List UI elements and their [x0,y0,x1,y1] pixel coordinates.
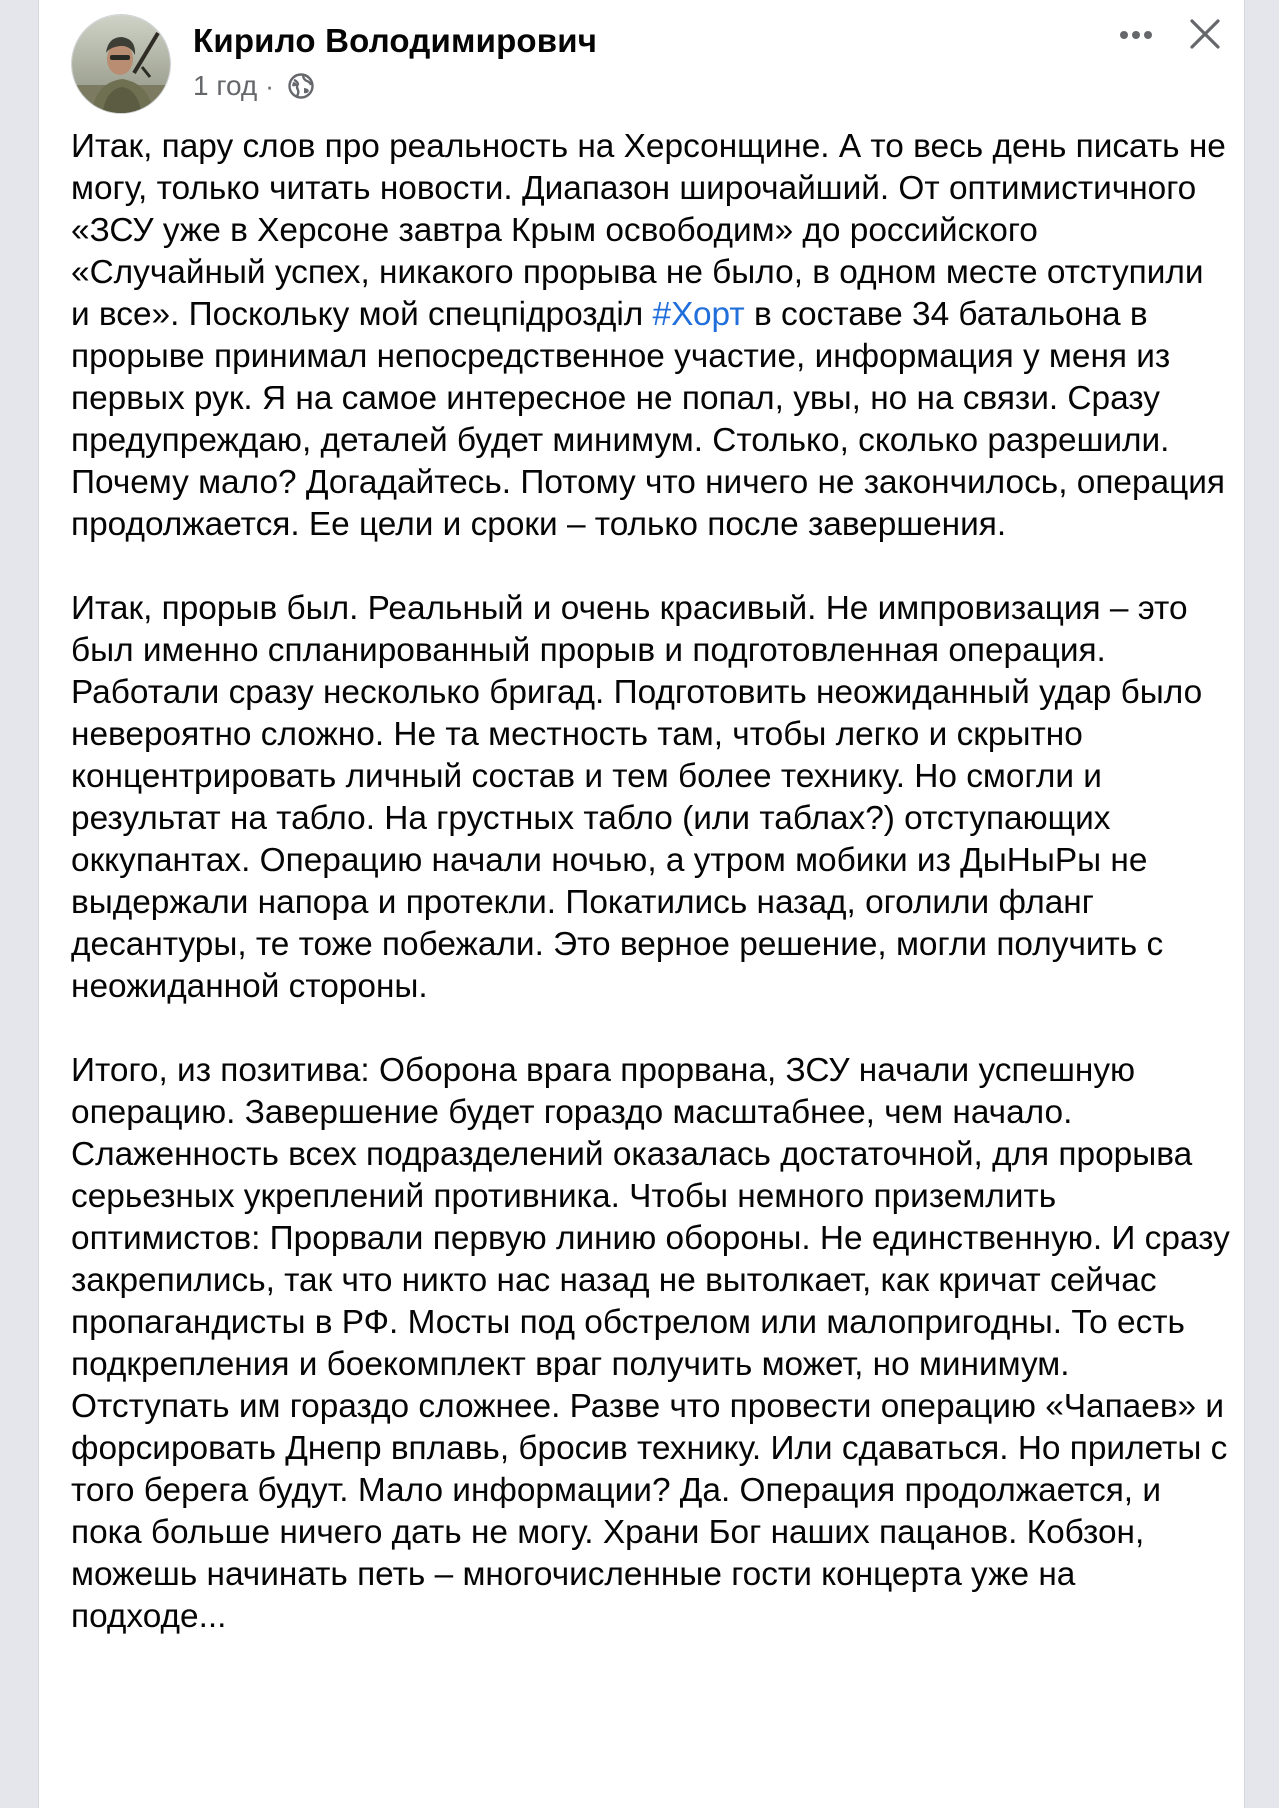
more-horizontal-icon [1119,27,1153,45]
paragraph-1 [71,126,1231,546]
paragraph-3: Итого, из позитива: Оборона врага прорвана, ЗСУ начали успешную операцию. Завершение будет гораздо масштабнее, чем начало. Слаженность всех подразделений оказалась достаточной, для прорыва серьезных укреплений противника. Чтобы немного приземлить оптимистов: Прорвали первую линию обороны. Не единственную. И сразу закрепились, так что никто нас назад не вытолкает, как кричат сейчас пропагандисты в РФ. Мосты под обстрелом или малопригодны. То есть подкрепления и боекомплект враг получить может, но минимум. Отступать им гораздо сложнее. Разве что провести операцию «Чапаев» и форсировать Днепр вплавь, бросив технику. Или сдаваться. Но прилеты с того берега будут. Мало информации? Да. Операция продолжается, и пока больше ничего дать не могу. Храни Бог наших пацанов. Кобзон, можешь начинать петь – многочисленные гости концерта уже на подходе... [71,1052,1230,1635]
paragraph-1-end: в составе 34 батальона в прорыве принимал непосредственное участие, информация у меня из первых рук. Я на самое интересное не попал, увы, но на связи. Сразу предупреждаю, деталей будет минимум. Столько, сколько разрешили. Почему мало? Догадайтесь. Потому что ничего не закончилось, операция продолжается. Ее цели и сроки – только после завершения. [71,296,1225,543]
meta-separator: · [265,70,274,101]
post-header [39,0,1244,120]
avatar[interactable] [71,14,171,114]
post-card [38,0,1245,1808]
author-name[interactable]: Кирило Володимирович [193,22,598,59]
globe-icon [286,71,316,101]
paragraph-2: Итак, прорыв был. Реальный и очень красивый. Не импровизация – это был именно спланированный прорыв и подготовленная операция. Работали сразу несколько бригад. Подготовить неожиданный удар было невероятно сложно. Не та местность там, чтобы легко и скрытно концентрировать личный состав и тем более технику. Но смогли и результат на табло. На грустных табло (или таблах?) отступающих оккупантах. Операцию начали ночью, а утром мобики из ДыНыРы не выдержали напора и протекли. Покатились назад, оголили фланг десантуры, те тоже побежали. Это верное решение, могли получить с неожиданной стороны. [71,590,1203,1005]
post-body [71,126,1231,1680]
close-button[interactable] [1181,12,1229,60]
hashtag-link[interactable]: #Хорт [652,296,745,333]
post-time[interactable]: 1 год [193,70,258,101]
post-meta [193,70,316,102]
close-icon [1188,17,1222,56]
paragraph-1-start: Итак, пару слов про реальность на Херсонщине. А то весь день писать не могу, только читать новости. Диапазон широчайший. От оптимистичного «ЗСУ уже в Херсоне завтра Крым освободим» до российского «Случайный успех, никакого прорыва не было, в одном месте отступили и все». Поскольку мой спецпідрозділ [71,128,1226,333]
more-options-button[interactable] [1111,16,1161,56]
